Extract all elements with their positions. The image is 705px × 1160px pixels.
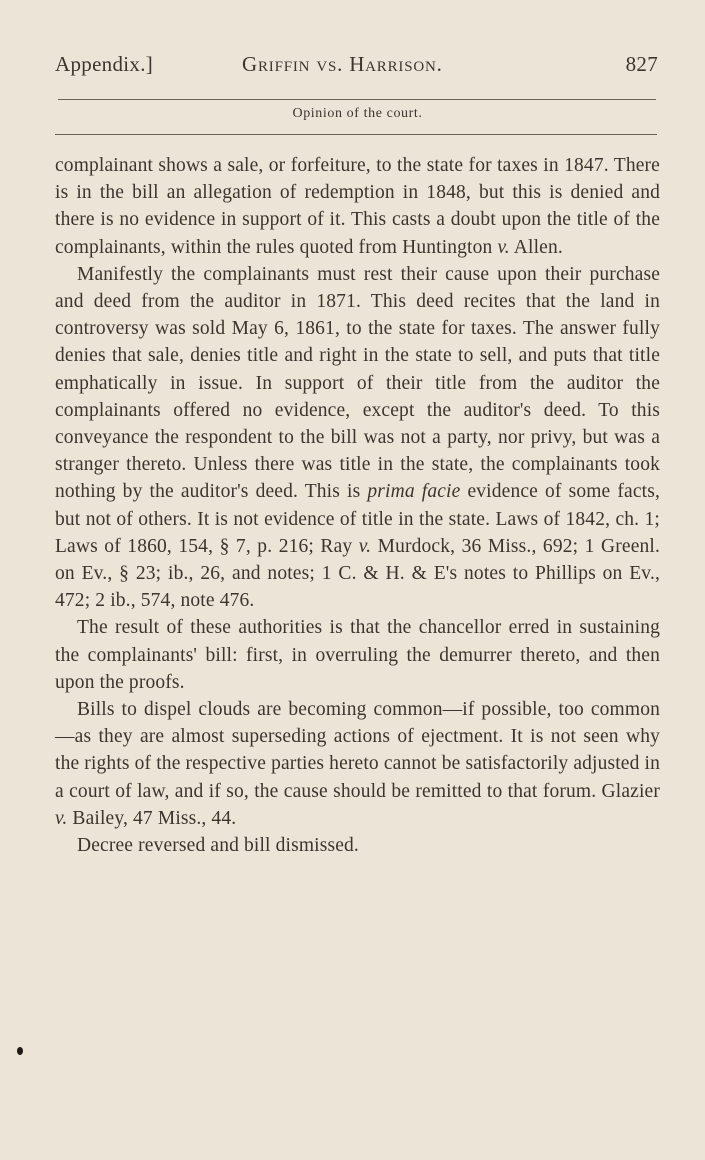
top-rule [58, 99, 656, 100]
paragraph-2 [55, 261, 660, 615]
italic-text: v. [55, 807, 68, 829]
ink-spot [17, 1047, 23, 1055]
section-heading: Opinion of the court. [292, 106, 423, 121]
page-number: 827 [625, 52, 658, 76]
text-run: evidence of some facts, but not of others. It is not evidence of title in the state. Laws of 1842, ch. 1; Laws of 1860, 154, § 7, p. 216; Ray [55, 481, 660, 557]
italic-text: v. [358, 535, 372, 557]
text-run: Bills to dispel clouds are becoming common—if possible, too common—as they are almost superseding actions of ejectment. It is not seen why the rights of the respective parties hereto cannot be satisfactorily adjusted in a court of law, and if so, the cause should be remitted to that forum. Glazier [55, 699, 660, 802]
appendix-label: Appendix.] [55, 52, 154, 76]
bottom-rule [55, 134, 657, 135]
running-head [55, 52, 660, 84]
text-run: Murdock, 36 Miss., 692; 1 Greenl. on Ev., § 23; ib., 26, and notes; 1 C. & H. & E's notes to Phillips on Ev., 472; 2 ib., 574, note 476. [55, 535, 660, 612]
text-run: Bailey, 47 Miss., 44. [67, 807, 237, 829]
italic-text: v. [497, 236, 510, 258]
italic-text: prima facie [367, 481, 461, 503]
case-title: Griffin vs. Harrison. [242, 52, 443, 76]
paragraph-1 [55, 152, 660, 261]
text-run: Allen. [509, 236, 563, 258]
text-run: Decree reversed and bill dismissed. [77, 835, 359, 857]
paragraph-3 [55, 614, 660, 696]
text-run: Manifestly the complainants must rest their cause upon their purchase and deed from the auditor in 1871. This deed recites that the land in controversy was sold May 6, 1861, to the state for taxes. The answer fully denies that sale, denies title and right in the state to sell, and puts that title emphatically in issue. In support of their title from the auditor the complainants offered no evidence, except the auditor's deed. To this conveyance the respondent to the bill was not a party, nor privy, but was a stranger thereto. Unless there was title in the state, the complainants took nothing by the auditor's deed. This is [55, 263, 660, 503]
paragraph-5 [55, 832, 660, 859]
text-run: complainant shows a sale, or forfeiture, to the state for taxes in 1847. There is in the bill an allegation of redemption in 1848, but this is denied and there is no evidence in support of it. This casts a doubt upon the title of the complainants, within the rules quoted from Huntington [55, 155, 660, 258]
opinion-body [55, 152, 660, 859]
text-run: The result of these authorities is that the chancellor erred in sustaining the complainants' bill: first, in overruling the demurrer thereto, and then upon the proofs. [55, 617, 660, 693]
paragraph-4 [55, 696, 660, 832]
